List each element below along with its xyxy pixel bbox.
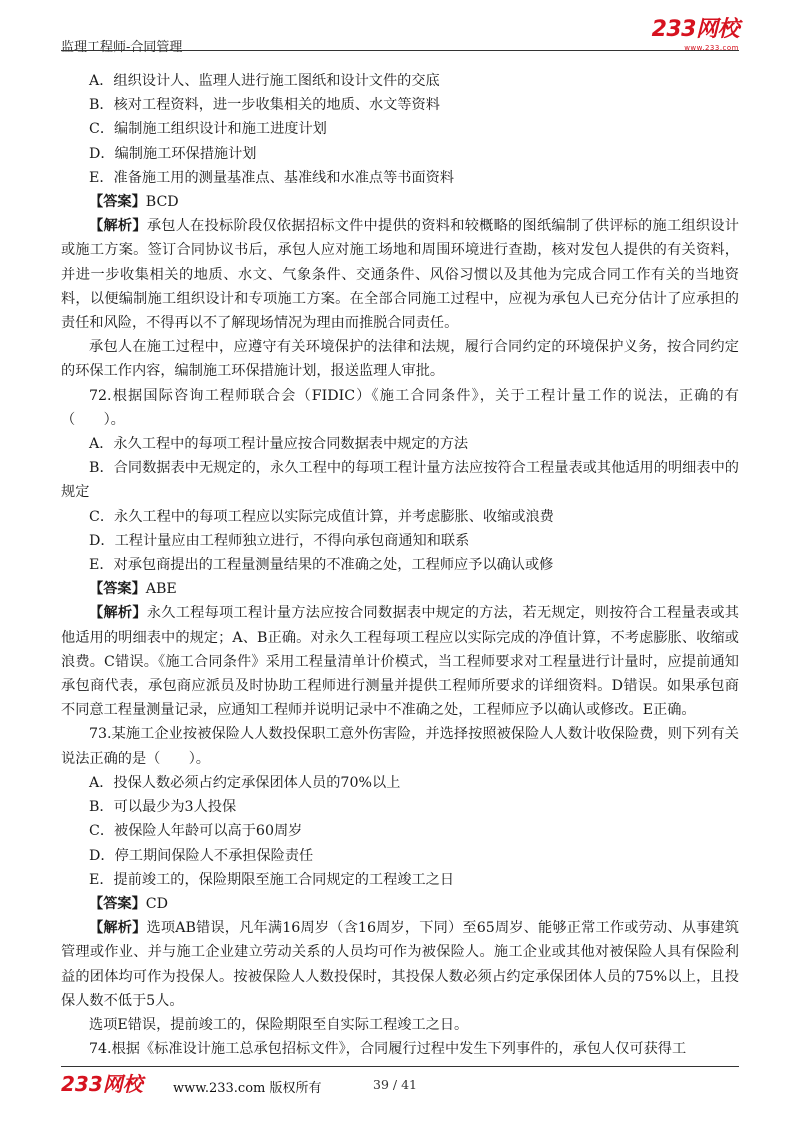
analysis-label: 【解析】 [89, 605, 147, 622]
analysis-label: 【解析】 [89, 920, 147, 937]
q73-analysis-continued: 选项E错误，提前竣工的，保险期限至自实际工程竣工之日。 [89, 1016, 469, 1033]
answer-value: BCD [145, 194, 179, 211]
q72-option-b: B．合同数据表中无规定的，永久工程中的每项工程计量方法应按符合工程量表或其他适用的明细表中的规定 [61, 460, 739, 501]
q71-option-b: B．核对工程资料，进一步收集相关的地质、水文等资料 [89, 97, 440, 114]
q73-analysis [61, 916, 739, 1013]
q71-option-c: C．编制施工组织设计和施工进度计划 [89, 121, 327, 138]
answer-value: CD [145, 895, 168, 912]
page-footer [61, 1072, 739, 1098]
q72-option-c: C．永久工程中的每项工程应以实际完成值计算，并考虑膨胀、收缩或浪费 [89, 508, 554, 525]
answer-label: 【答案】 [89, 895, 146, 912]
q73-answer [61, 892, 739, 916]
page-number: 39 / 41 [373, 1077, 417, 1092]
q72-option-a: A．永久工程中的每项工程计量应按合同数据表中规定的方法 [89, 436, 469, 453]
q73-option-d: D．停工期间保险人不承担保险责任 [89, 847, 314, 864]
analysis-text: 选项AB错误，凡年满16周岁（含16周岁，下同）至65周岁、能够正常工作或劳动、从事建筑管理或作业、并与施工企业建立劳动关系的人员均可作为被保险人。施工企业或其他对被保险人具有保险利益的团体均可作为投保人。按被保险人人数投保时，其投保人数必须占约定承保团体人员的75%以上，且投保人数不低于5人。 [61, 920, 739, 1009]
q72-analysis [61, 601, 739, 722]
q72-answer [61, 577, 739, 601]
q74-question: 74.根据《标准设计施工总承包招标文件》，合同履行过程中发生下列事件的，承包人仅可获得工 [89, 1041, 687, 1058]
analysis-label: 【解析】 [89, 218, 147, 235]
q71-answer [61, 190, 739, 214]
q73-option-c: C．被保险人年龄可以高于60周岁 [89, 823, 303, 840]
logo-url: www.233.com [684, 44, 739, 52]
header-divider [61, 50, 739, 51]
q71-option-e: E．准备施工用的测量基准点、基准线和水准点等书面资料 [89, 169, 455, 186]
analysis-text: 永久工程每项工程计量方法应按合同数据表中规定的方法，若无规定，则按符合工程量表或其他适用的明细表中的规定；A、B正确。对永久工程每项工程应以实际完成的净值计算，不考虑膨胀、收缩或浪费。C错误。《施工合同条件》采用工程量清单计价模式，当工程师要求对工程量进行计量时，应提前通知承包商代表，承包商应派员及时协助工程师进行测量并提供工程师所要求的详细资料。D错误。如果承包商不同意工程量测量记录，应通知工程师并说明记录中不准确之处，工程师应予以确认或修改。E正确。 [61, 605, 739, 719]
logo-text: 233网校 [651, 17, 739, 42]
q71-analysis-continued: 承包人在施工过程中，应遵守有关环境保护的法律和法规，履行合同约定的环境保护义务，按合同约定的环保工作内容，编制施工环保措施计划，报送监理人审批。 [61, 339, 739, 380]
answer-value: ABE [145, 581, 177, 598]
page-header [61, 14, 739, 60]
q73-option-b: B．可以最少为3人投保 [89, 799, 237, 816]
q71-option-d: D．编制施工环保措施计划 [89, 145, 257, 162]
brand-logo [619, 17, 739, 57]
q71-option-a: A．组织设计人、监理人进行施工图纸和设计文件的交底 [89, 73, 440, 89]
footer-divider [61, 1066, 739, 1067]
header-title: 监理工程师-合同管理 [61, 40, 183, 55]
q71-analysis [61, 214, 739, 335]
document-body [61, 69, 739, 1061]
q73-question: 73.某施工企业按被保险人人数投保职工意外伤害险，并选择按照被保险人人数计收保险费，则下列有关说法正确的是（ ）。 [61, 726, 739, 767]
q73-option-e: E．提前竣工的，保险期限至施工合同规定的工程竣工之日 [89, 871, 455, 888]
q72-option-d: D．工程计量应由工程师独立进行，不得向承包商通知和联系 [89, 532, 470, 549]
q72-question: 72.根据国际咨询工程师联合会（FIDIC）《施工合同条件》，关于工程计量工作的说法，正确的有（ ）。 [61, 387, 739, 428]
footer-logo: 233网校 [61, 1072, 143, 1096]
q72-option-e: E．对承包商提出的工程量测量结果的不准确之处，工程师应予以确认或修 [89, 557, 554, 574]
answer-label: 【答案】 [89, 581, 146, 598]
answer-label: 【答案】 [89, 194, 146, 211]
analysis-text: 承包人在投标阶段仅依据招标文件中提供的资料和较概略的图纸编制了供评标的施工组织设计或施工方案。签订合同协议书后，承包人应对施工场地和周围环境进行查勘，核对发包人提供的有关资料，并进一步收集相关的地质、水文、气象条件、交通条件、风俗习惯以及其他为完成合同工作有关的当地资料，以便编制施工组织设计和专项施工方案。在全部合同施工过程中，应视为承包人已充分估计了应承担的责任和风险，不得再以不了解现场情况为理由而推脱合同责任。 [61, 218, 739, 332]
q73-option-a: A．投保人数必须占约定承保团体人员的70%以上 [89, 774, 401, 791]
footer-copyright: www.233.com 版权所有 [173, 1081, 322, 1096]
